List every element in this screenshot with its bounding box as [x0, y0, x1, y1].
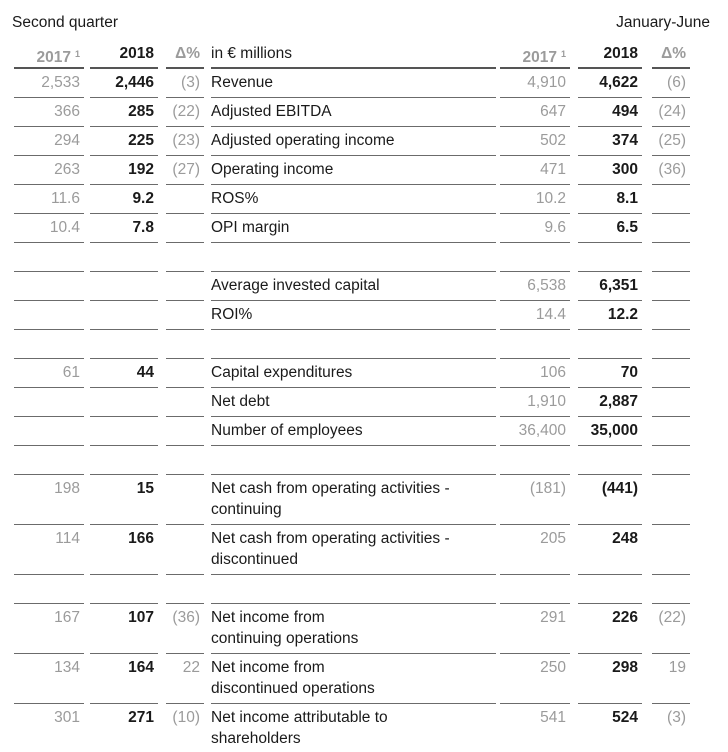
row-rule-11-1 — [90, 416, 158, 417]
row-rule-14-6 — [652, 524, 690, 525]
row-rule-10-6 — [652, 387, 690, 388]
row-rule-16-5 — [578, 603, 642, 604]
row-rule-16-1 — [90, 603, 158, 604]
row-rule-8-2 — [166, 329, 204, 330]
cell-h2018: 6,351 — [599, 277, 638, 294]
row-rule-10-4 — [500, 387, 570, 388]
row-rule-4-0 — [14, 213, 84, 214]
row-rule-13-4 — [500, 474, 570, 475]
row-rule-9-5 — [578, 358, 642, 359]
cell-qd: 22 — [182, 659, 200, 676]
cell-h2017: 6,538 — [527, 277, 566, 294]
row-rule-5-4 — [500, 242, 570, 243]
cell-q2017: 10.4 — [49, 219, 80, 236]
row-rule-9-0 — [14, 358, 84, 359]
cell-q2018: 7.8 — [132, 219, 154, 236]
col-header-h2017 — [500, 43, 570, 69]
row-rule-4-4 — [500, 213, 570, 214]
col-header-h2018: 2018 — [603, 45, 638, 62]
row-label: Number of employees — [211, 422, 363, 439]
cell-h2018: 4,622 — [599, 74, 638, 91]
row-label: Average invested capital — [211, 277, 380, 294]
row-label: OPI margin — [211, 219, 290, 236]
cell-q2018: 2,446 — [115, 74, 154, 91]
cell-h2018: 226 — [612, 609, 638, 626]
col-header-q-delta: Δ% — [175, 45, 200, 62]
cell-qd: (3) — [181, 74, 200, 91]
cell-h2018: 524 — [612, 709, 638, 726]
cell-q2018: 166 — [128, 530, 154, 547]
row-rule-12-5 — [578, 445, 642, 446]
cell-h2017: 36,400 — [518, 422, 566, 439]
row-rule-14-3 — [211, 524, 496, 525]
row-rule-17-3 — [211, 653, 496, 654]
row-label: Net cash from operating activities - — [211, 530, 450, 547]
cell-h2018: 2,887 — [599, 393, 638, 410]
row-rule-9-3 — [211, 358, 496, 359]
row-rule-11-4 — [500, 416, 570, 417]
row-rule-9-4 — [500, 358, 570, 359]
row-rule-7-1 — [90, 300, 158, 301]
cell-hd: 19 — [668, 659, 686, 676]
cell-q2017: 294 — [54, 132, 80, 149]
row-rule-7-6 — [652, 300, 690, 301]
cell-qd: (23) — [172, 132, 200, 149]
row-rule-6-6 — [652, 271, 690, 272]
cell-q2018: 15 — [136, 480, 154, 497]
row-rule-18-3 — [211, 703, 496, 704]
cell-hd: (22) — [658, 609, 686, 626]
cell-q2018: 9.2 — [132, 190, 154, 207]
row-rule-0-4 — [500, 97, 570, 98]
row-label: Net debt — [211, 393, 270, 410]
cell-h2017: 291 — [540, 609, 566, 626]
row-rule-15-4 — [500, 574, 570, 575]
row-rule-4-6 — [652, 213, 690, 214]
cell-h2017: (181) — [529, 480, 566, 497]
row-rule-8-0 — [14, 329, 84, 330]
row-rule-11-3 — [211, 416, 496, 417]
row-rule-14-1 — [90, 524, 158, 525]
cell-q2018: 107 — [128, 609, 154, 626]
row-rule-12-3 — [211, 445, 496, 446]
cell-h2017: 541 — [540, 709, 566, 726]
row-rule-13-6 — [652, 474, 690, 475]
row-rule-7-4 — [500, 300, 570, 301]
cell-h2018: 70 — [620, 364, 638, 381]
col-header-label: in € millions — [211, 45, 292, 62]
cell-h2017: 4,910 — [527, 74, 566, 91]
row-rule-7-0 — [14, 300, 84, 301]
row-rule-15-2 — [166, 574, 204, 575]
footnote-marker: 1 — [74, 49, 80, 59]
row-rule-13-2 — [166, 474, 204, 475]
col-header-q2017 — [14, 43, 84, 69]
row-rule-15-0 — [14, 574, 84, 575]
row-rule-5-0 — [14, 242, 84, 243]
row-rule-15-3 — [211, 574, 496, 575]
row-rule-12-4 — [500, 445, 570, 446]
row-rule-17-2 — [166, 653, 204, 654]
row-rule-3-3 — [211, 184, 496, 185]
row-rule-3-4 — [500, 184, 570, 185]
header-rule-4 — [500, 67, 570, 69]
row-rule-17-5 — [578, 653, 642, 654]
cell-q2017: 61 — [62, 364, 80, 381]
cell-h2017: 14.4 — [535, 306, 566, 323]
row-rule-10-1 — [90, 387, 158, 388]
row-rule-5-2 — [166, 242, 204, 243]
header-rule-5 — [578, 67, 642, 69]
row-rule-2-1 — [90, 155, 158, 156]
row-rule-4-2 — [166, 213, 204, 214]
row-rule-3-2 — [166, 184, 204, 185]
row-rule-13-0 — [14, 474, 84, 475]
row-rule-3-6 — [652, 184, 690, 185]
row-rule-6-5 — [578, 271, 642, 272]
col-header-q2017-text: 2017 — [36, 49, 71, 66]
row-rule-4-3 — [211, 213, 496, 214]
row-rule-11-5 — [578, 416, 642, 417]
col-header-h2017-text: 2017 — [522, 49, 557, 66]
cell-q2017: 366 — [54, 103, 80, 120]
cell-h2018: (441) — [601, 480, 638, 497]
cell-h2018: 298 — [612, 659, 638, 676]
cell-q2017: 2,533 — [41, 74, 80, 91]
row-label: Net income from — [211, 659, 325, 676]
header-january-june: January-June — [616, 14, 710, 31]
row-label: Operating income — [211, 161, 334, 178]
row-rule-9-2 — [166, 358, 204, 359]
row-rule-13-1 — [90, 474, 158, 475]
cell-h2017: 106 — [540, 364, 566, 381]
row-rule-0-2 — [166, 97, 204, 98]
row-rule-15-1 — [90, 574, 158, 575]
row-rule-1-0 — [14, 126, 84, 127]
cell-h2018: 374 — [612, 132, 638, 149]
row-rule-8-3 — [211, 329, 496, 330]
row-rule-12-6 — [652, 445, 690, 446]
cell-q2017: 301 — [54, 709, 80, 726]
cell-h2018: 8.1 — [616, 190, 638, 207]
header-second-quarter: Second quarter — [12, 14, 118, 31]
row-rule-11-6 — [652, 416, 690, 417]
row-rule-10-2 — [166, 387, 204, 388]
row-rule-4-1 — [90, 213, 158, 214]
cell-h2018: 494 — [612, 103, 638, 120]
row-rule-6-4 — [500, 271, 570, 272]
row-label: Capital expenditures — [211, 364, 353, 381]
cell-h2017: 647 — [540, 103, 566, 120]
row-rule-16-4 — [500, 603, 570, 604]
row-rule-15-6 — [652, 574, 690, 575]
row-rule-1-5 — [578, 126, 642, 127]
cell-q2018: 271 — [128, 709, 154, 726]
cell-q2017: 11.6 — [50, 190, 80, 207]
row-rule-13-5 — [578, 474, 642, 475]
row-label: Net income attributable to — [211, 709, 388, 726]
header-rule-2 — [166, 67, 204, 69]
row-rule-15-5 — [578, 574, 642, 575]
cell-h2017: 9.6 — [544, 219, 566, 236]
cell-q2018: 164 — [128, 659, 154, 676]
row-rule-5-3 — [211, 242, 496, 243]
row-rule-9-6 — [652, 358, 690, 359]
row-rule-18-5 — [578, 703, 642, 704]
row-rule-18-6 — [652, 703, 690, 704]
cell-hd: (24) — [658, 103, 686, 120]
row-rule-3-5 — [578, 184, 642, 185]
row-rule-2-6 — [652, 155, 690, 156]
row-label-line2: continuing operations — [211, 630, 359, 647]
cell-h2017: 250 — [540, 659, 566, 676]
row-label: ROS% — [211, 190, 259, 207]
row-label: Net income from — [211, 609, 325, 626]
cell-h2017: 10.2 — [535, 190, 566, 207]
row-rule-0-5 — [578, 97, 642, 98]
row-rule-0-0 — [14, 97, 84, 98]
row-rule-4-5 — [578, 213, 642, 214]
row-rule-6-3 — [211, 271, 496, 272]
row-rule-17-0 — [14, 653, 84, 654]
cell-h2017: 502 — [540, 132, 566, 149]
row-rule-8-6 — [652, 329, 690, 330]
col-header-q2018: 2018 — [119, 45, 154, 62]
row-rule-14-2 — [166, 524, 204, 525]
row-label: ROI% — [211, 306, 253, 323]
row-rule-1-3 — [211, 126, 496, 127]
cell-h2018: 35,000 — [590, 422, 638, 439]
row-label-line2: shareholders — [211, 730, 301, 747]
cell-q2018: 192 — [128, 161, 154, 178]
cell-qd: (36) — [172, 609, 200, 626]
cell-hd: (3) — [667, 709, 686, 726]
row-rule-1-2 — [166, 126, 204, 127]
cell-q2017: 167 — [54, 609, 80, 626]
row-rule-2-0 — [14, 155, 84, 156]
row-rule-11-2 — [166, 416, 204, 417]
row-rule-7-5 — [578, 300, 642, 301]
row-label: Adjusted EBITDA — [211, 103, 332, 120]
cell-qd: (22) — [172, 103, 200, 120]
row-rule-8-1 — [90, 329, 158, 330]
row-rule-17-1 — [90, 653, 158, 654]
footnote-marker: 1 — [560, 49, 566, 59]
cell-qd: (27) — [172, 161, 200, 178]
cell-q2017: 198 — [54, 480, 80, 497]
row-rule-2-5 — [578, 155, 642, 156]
header-rule-0 — [14, 67, 84, 69]
row-rule-16-3 — [211, 603, 496, 604]
row-rule-14-5 — [578, 524, 642, 525]
row-rule-13-3 — [211, 474, 496, 475]
row-rule-14-0 — [14, 524, 84, 525]
row-rule-6-0 — [14, 271, 84, 272]
row-rule-18-4 — [500, 703, 570, 704]
row-rule-2-2 — [166, 155, 204, 156]
cell-h2017: 205 — [540, 530, 566, 547]
row-rule-0-3 — [211, 97, 496, 98]
row-rule-2-3 — [211, 155, 496, 156]
row-rule-7-3 — [211, 300, 496, 301]
row-rule-9-1 — [90, 358, 158, 359]
row-rule-6-1 — [90, 271, 158, 272]
cell-q2017: 134 — [54, 659, 80, 676]
row-rule-11-0 — [14, 416, 84, 417]
cell-hd: (25) — [658, 132, 686, 149]
row-label-line2: continuing — [211, 501, 282, 518]
row-rule-10-5 — [578, 387, 642, 388]
row-rule-8-5 — [578, 329, 642, 330]
row-rule-6-2 — [166, 271, 204, 272]
cell-h2017: 471 — [540, 161, 566, 178]
header-rule-3 — [211, 67, 496, 69]
col-header-h-delta: Δ% — [661, 45, 686, 62]
row-rule-5-6 — [652, 242, 690, 243]
row-rule-5-5 — [578, 242, 642, 243]
header-rule-1 — [90, 67, 158, 69]
cell-h2018: 6.5 — [616, 219, 638, 236]
row-rule-16-0 — [14, 603, 84, 604]
row-rule-1-1 — [90, 126, 158, 127]
cell-q2017: 114 — [55, 530, 80, 547]
cell-hd: (6) — [667, 74, 686, 91]
row-label-line2: discontinued — [211, 551, 299, 568]
row-rule-16-2 — [166, 603, 204, 604]
row-rule-12-2 — [166, 445, 204, 446]
cell-h2018: 248 — [612, 530, 638, 547]
row-rule-0-1 — [90, 97, 158, 98]
row-rule-17-6 — [652, 653, 690, 654]
row-rule-18-1 — [90, 703, 158, 704]
row-rule-3-1 — [90, 184, 158, 185]
row-rule-12-0 — [14, 445, 84, 446]
row-rule-10-3 — [211, 387, 496, 388]
row-rule-14-4 — [500, 524, 570, 525]
row-rule-10-0 — [14, 387, 84, 388]
cell-hd: (36) — [658, 161, 686, 178]
row-rule-18-0 — [14, 703, 84, 704]
row-rule-1-6 — [652, 126, 690, 127]
row-rule-0-6 — [652, 97, 690, 98]
row-label: Adjusted operating income — [211, 132, 395, 149]
row-label: Revenue — [211, 74, 274, 91]
cell-h2017: 1,910 — [527, 393, 566, 410]
row-rule-12-1 — [90, 445, 158, 446]
row-rule-1-4 — [500, 126, 570, 127]
row-rule-18-2 — [166, 703, 204, 704]
cell-q2017: 263 — [54, 161, 80, 178]
row-rule-5-1 — [90, 242, 158, 243]
row-rule-16-6 — [652, 603, 690, 604]
row-rule-8-4 — [500, 329, 570, 330]
header-rule-6 — [652, 67, 690, 69]
row-rule-17-4 — [500, 653, 570, 654]
row-label-line2: discontinued operations — [211, 680, 375, 697]
row-rule-2-4 — [500, 155, 570, 156]
cell-q2018: 285 — [128, 103, 154, 120]
row-rule-7-2 — [166, 300, 204, 301]
cell-q2018: 225 — [128, 132, 154, 149]
row-label: Net cash from operating activities - — [211, 480, 450, 497]
cell-h2018: 12.2 — [607, 306, 638, 323]
row-rule-3-0 — [14, 184, 84, 185]
cell-q2018: 44 — [136, 364, 154, 381]
cell-h2018: 300 — [612, 161, 638, 178]
cell-qd: (10) — [172, 709, 200, 726]
